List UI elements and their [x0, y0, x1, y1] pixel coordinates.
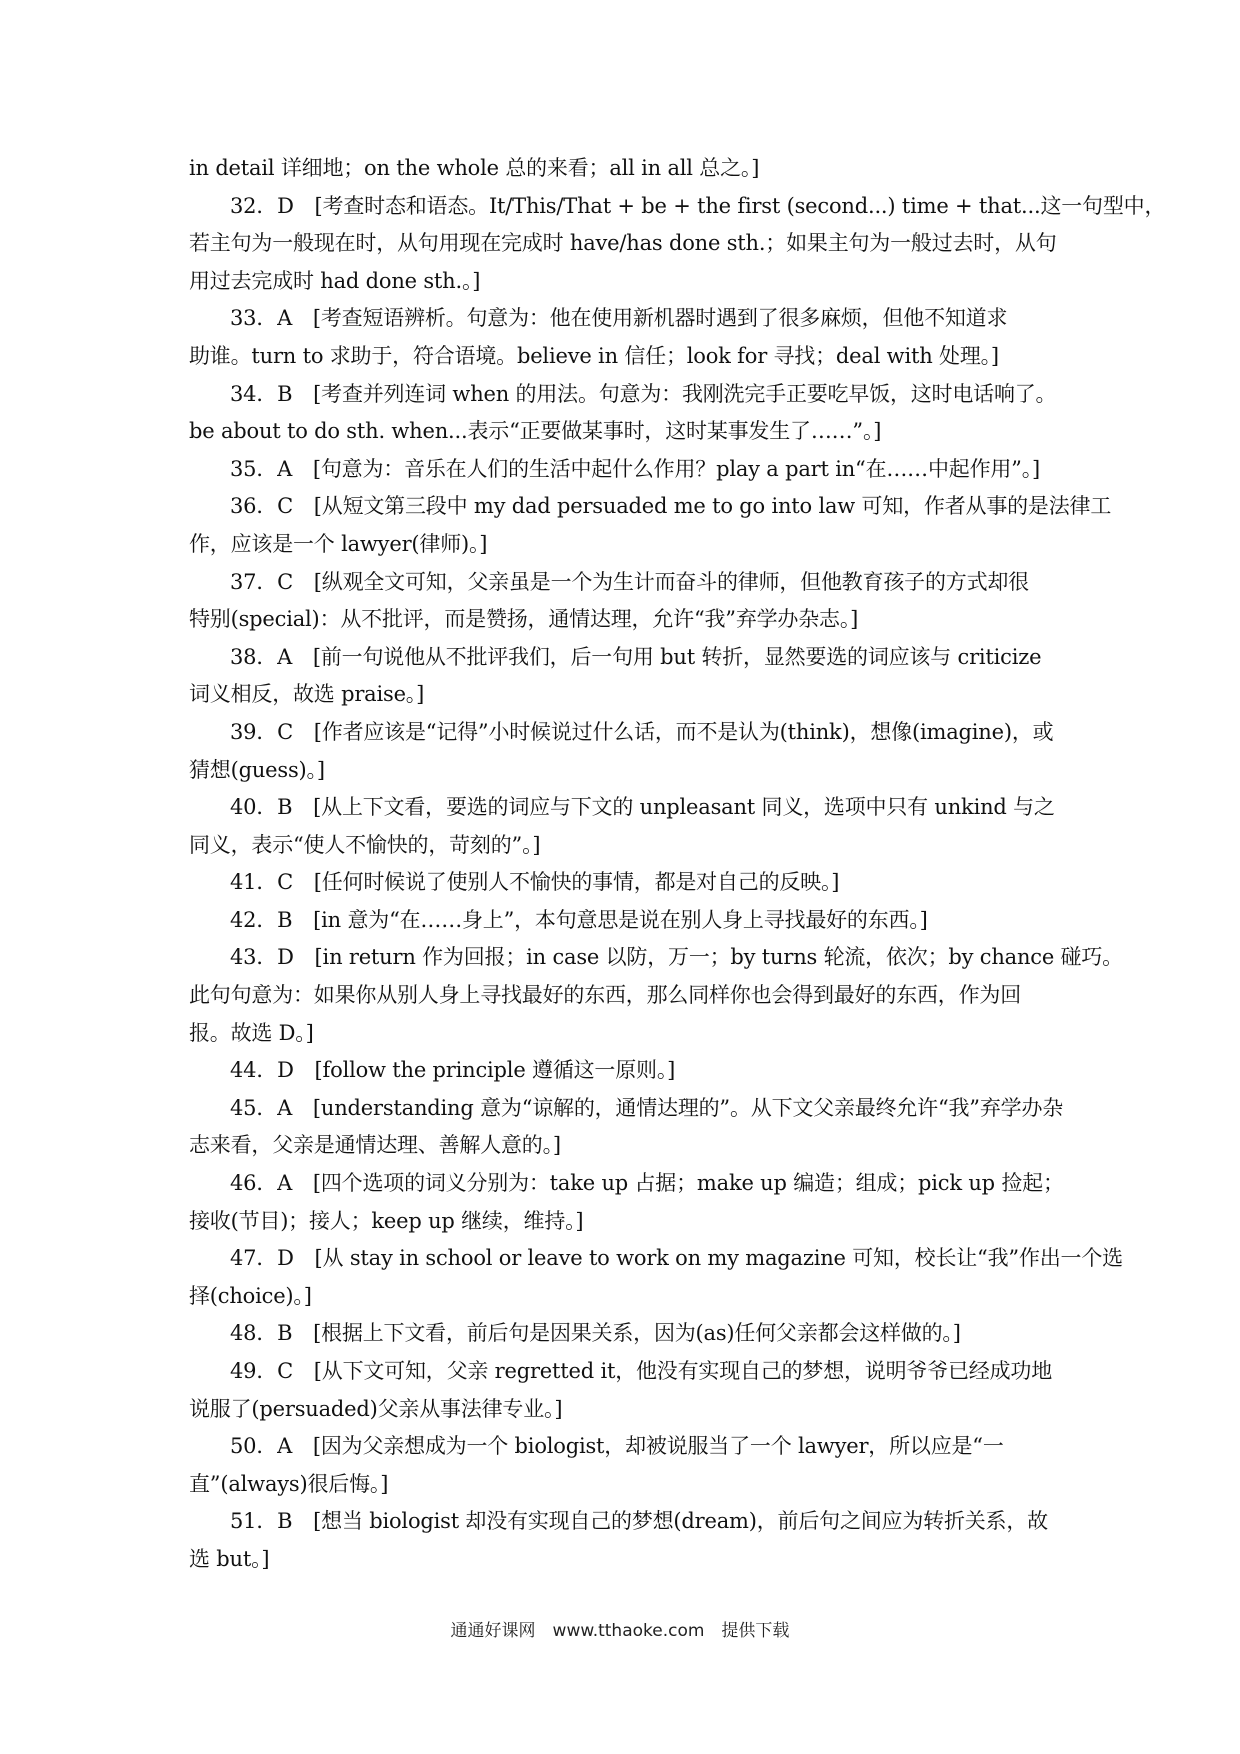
answer-item-continuation-line: 若主句为一般现在时，从句用现在完成时 have/has done sth.；如果主句为一般过去时，从句	[189, 231, 1057, 256]
answer-item-continuation-line: 用过去完成时 had done sth.。]	[189, 268, 481, 293]
answer-item	[189, 564, 1059, 639]
answer-item	[189, 1052, 1059, 1090]
answer-item-first-line: 40．B [从上下文看，要选的词应与下文的 unpleasant 同义，选项中只有 unkind 与之	[230, 795, 1055, 820]
answer-item-continuation-line: 词义相反，故选 praise。]	[189, 682, 425, 707]
answer-item-continuation-line: 同义，表示“使人不愉快的，苛刻的”。]	[189, 832, 541, 857]
answer-item	[189, 1353, 1059, 1428]
answer-item-first-line: 50．A [因为父亲想成为一个 biologist，却被说服当了一个 lawyer，所以应是“一	[230, 1434, 1004, 1459]
answer-item	[189, 1165, 1064, 1240]
answer-item-first-line: 37．C [纵观全文可知，父亲虽是一个为生计而奋斗的律师，但他教育孩子的方式却很	[230, 569, 1029, 594]
answer-list	[189, 188, 1166, 1579]
answer-item-continuation-line: 直”(always)很后悔。]	[189, 1471, 389, 1496]
answer-item	[189, 864, 1059, 902]
answer-item-first-line: 36．C [从短文第三段中 my dad persuaded me to go into law 可知，作者从事的是法律工	[230, 494, 1112, 519]
answer-item-continuation-line: 选 but。]	[189, 1546, 270, 1571]
answer-item	[189, 451, 1059, 489]
answer-item-continuation-line: 此句句意为：如果你从别人身上寻找最好的东西，那么同样你也会得到最好的东西，作为回	[189, 983, 1021, 1008]
answer-item-first-line: 42．B [in 意为“在……身上”，本句意思是说在别人身上寻找最好的东西。]	[230, 907, 928, 932]
answer-item-continuation-line: 说服了(persuaded)父亲从事法律专业。]	[189, 1396, 563, 1421]
answer-item	[189, 714, 1059, 789]
answer-item-continuation-line: 择(choice)。]	[189, 1283, 312, 1308]
answer-item	[189, 902, 1059, 940]
page-footer: 通通好课网 www.tthaoke.com 提供下载	[450, 1621, 790, 1641]
answer-item	[189, 639, 1059, 714]
answer-item-first-line: 47．D [从 stay in school or leave to work on my magazine 可知，校长让“我”作出一个选	[230, 1246, 1123, 1271]
answer-item	[189, 488, 1112, 563]
answer-item-first-line: 48．B [根据上下文看，前后句是因果关系，因为(as)任何父亲都会这样做的。]	[230, 1321, 961, 1346]
answer-item-first-line: 35．A [句意为：音乐在人们的生活中起什么作用？play a part in“在……中起作用”。]	[230, 456, 1041, 481]
answer-item-continuation-line: 接收(节目)；接人；keep up 继续，维持。]	[189, 1208, 584, 1233]
answer-item-continuation-line: 助谁。turn to 求助于，符合语境。believe in 信任；look for 寻找；deal with 处理。]	[189, 343, 999, 368]
answer-item	[189, 188, 1166, 301]
answer-item-first-line: 51．B [想当 biologist 却没有实现自己的梦想(dream)，前后句之间应为转折关系，故	[230, 1509, 1048, 1534]
answer-item-continuation-line: 特别(special)：从不批评，而是赞扬，通情达理，允许“我”弃学办杂志。]	[189, 607, 859, 632]
answer-item-first-line: 38．A [前一句说他从不批评我们，后一句用 but 转折，显然要选的词应该与 criticize	[230, 644, 1042, 669]
answer-item	[189, 789, 1059, 864]
answer-item-first-line: 32．D [考查时态和语态。It/This/That + be + the first (second...) time + that...这一句型中，	[230, 193, 1166, 218]
answer-item	[189, 1503, 1059, 1578]
lead-line: in detail 详细地；on the whole 总的来看；all in all 总之。]	[189, 156, 760, 180]
answer-item-first-line: 39．C [作者应该是“记得”小时候说过什么话，而不是认为(think)，想像(imagine)，或	[230, 719, 1054, 744]
answer-item-first-line: 46．A [四个选项的词义分别为：take up 占据；make up 编造；组成；pick up 捡起；	[230, 1171, 1064, 1196]
answer-item	[189, 1090, 1064, 1165]
answer-item	[189, 1315, 1059, 1353]
answer-item-continuation-line: 报。故选 D。]	[189, 1020, 314, 1045]
answer-item	[189, 300, 1059, 375]
answer-item-continuation-line: 猜想(guess)。]	[189, 757, 325, 782]
answer-item-continuation-line: be about to do sth. when...表示“正要做某事时，这时某事发生了……”。]	[189, 419, 882, 444]
answer-item-continuation-line: 作，应该是一个 lawyer(律师)。]	[189, 531, 488, 556]
answer-item-first-line: 41．C [任何时候说了使别人不愉快的事情，都是对自己的反映。]	[230, 870, 840, 895]
answer-item	[189, 1240, 1123, 1315]
answer-item	[189, 939, 1123, 1052]
answer-item-continuation-line: 志来看，父亲是通情达理、善解人意的。]	[189, 1133, 561, 1158]
answer-item-first-line: 45．A [understanding 意为“谅解的，通情达理的”。从下文父亲最终允许“我”弃学办杂	[230, 1095, 1064, 1120]
answer-item-first-line: 43．D [in return 作为回报；in case 以防，万一；by turns 轮流，依次；by chance 碰巧。	[230, 945, 1123, 970]
answer-item-first-line: 44．D [follow the principle 遵循这一原则。]	[230, 1058, 676, 1083]
answer-explanations	[189, 150, 1166, 1579]
answer-item	[189, 376, 1059, 451]
answer-item-first-line: 33．A [考查短语辨析。句意为：他在使用新机器时遇到了很多麻烦，但他不知道求	[230, 306, 1008, 331]
answer-item-first-line: 49．C [从下文可知，父亲 regretted it，他没有实现自己的梦想，说明爷爷已经成功地	[230, 1359, 1053, 1383]
answer-item-first-line: 34．B [考查并列连词 when 的用法。句意为：我刚洗完手正要吃早饭，这时电话响了。	[230, 381, 1057, 406]
answer-item	[189, 1428, 1059, 1503]
